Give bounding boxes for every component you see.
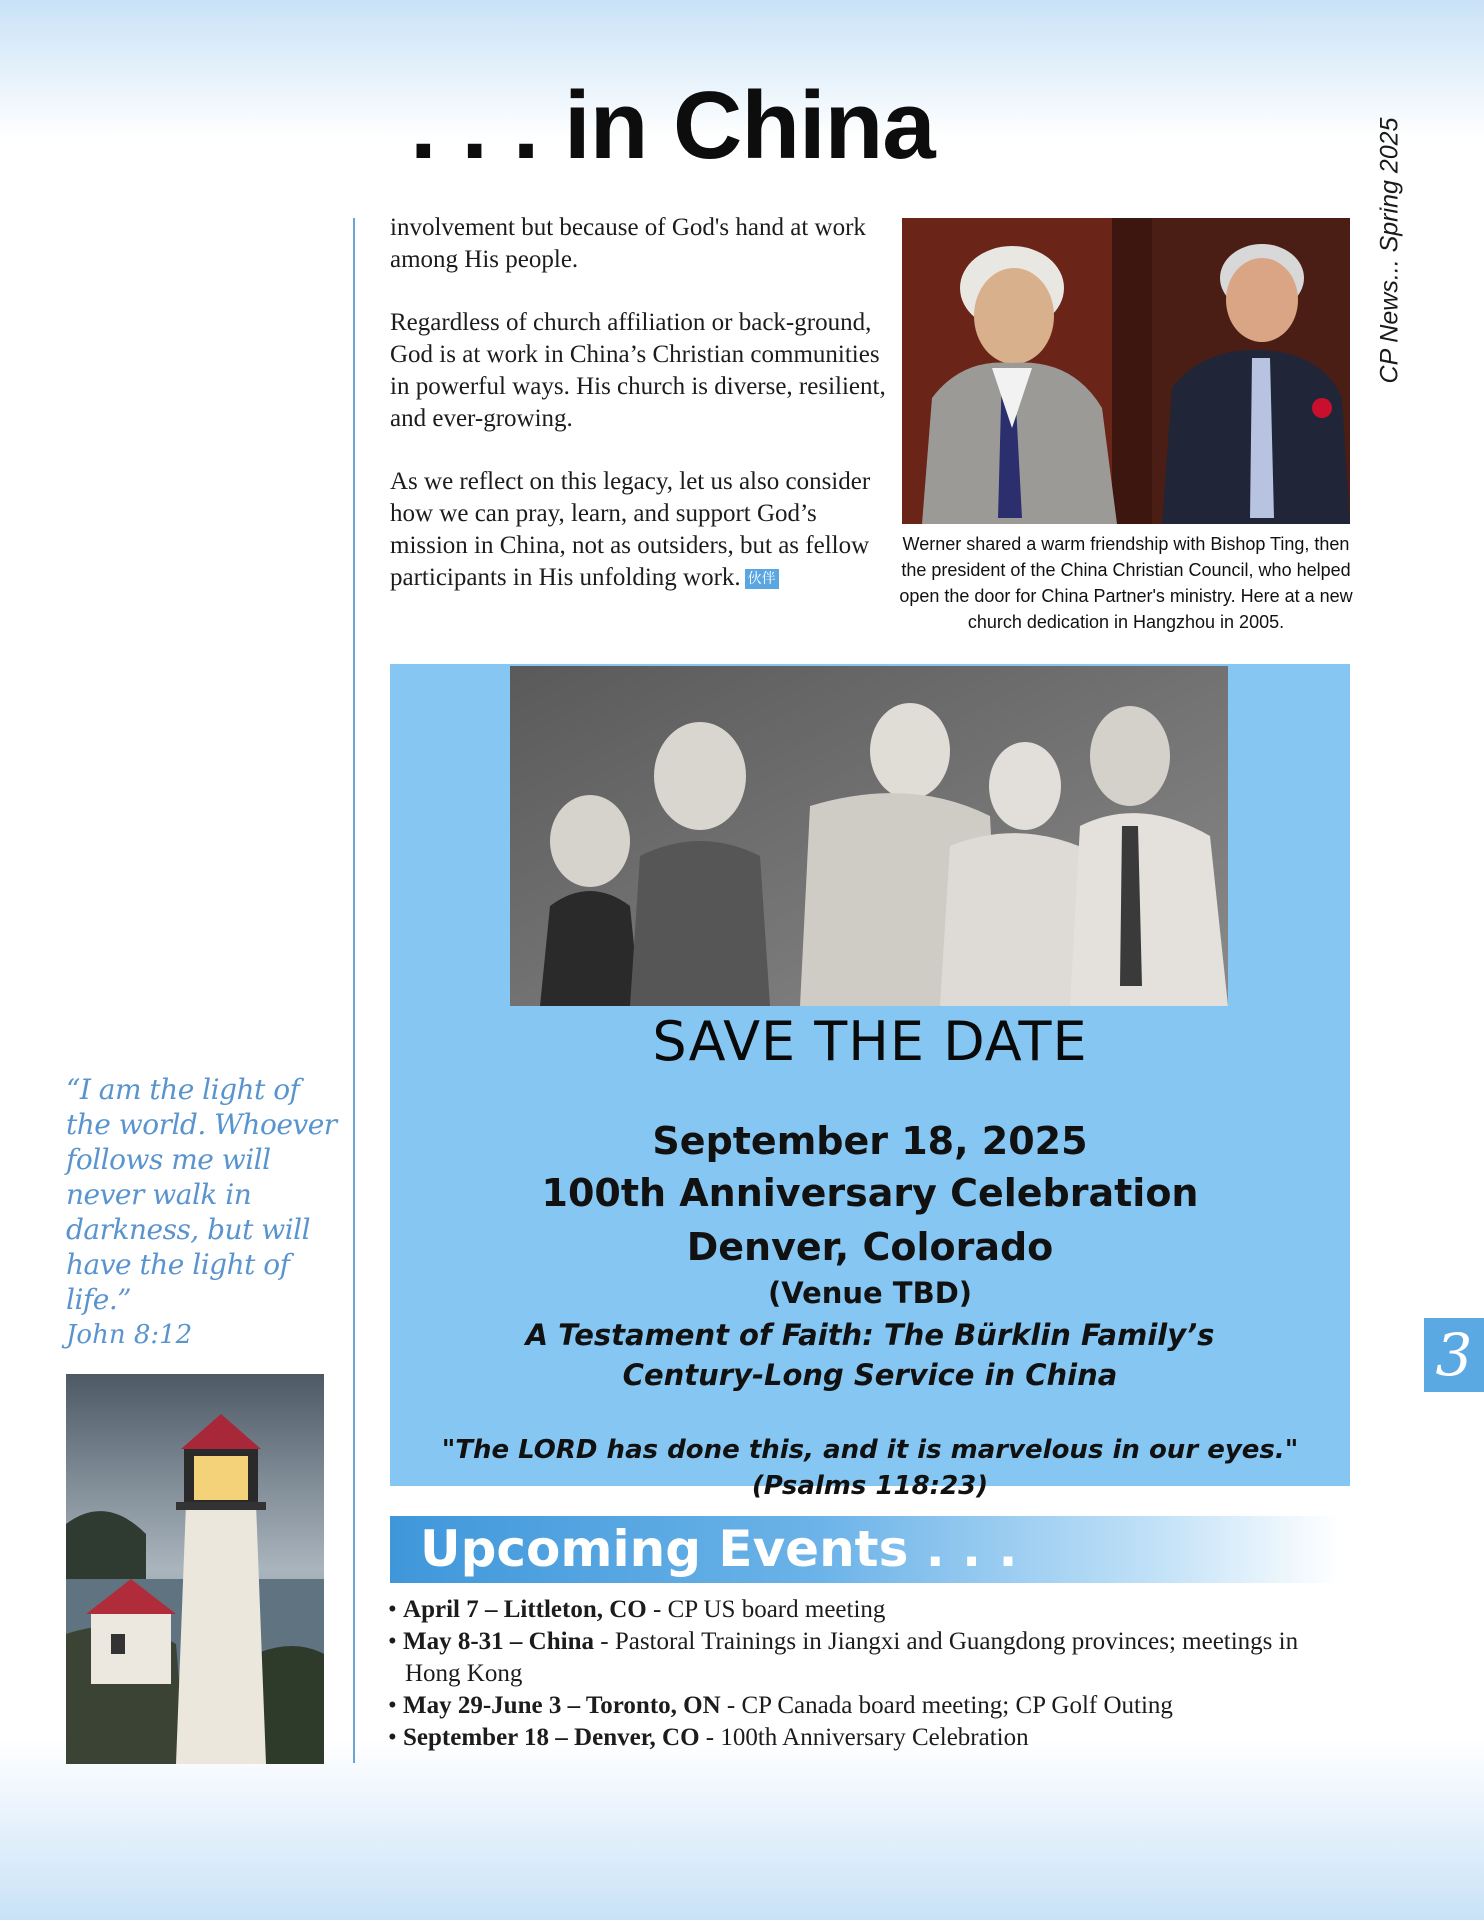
upcoming-events-heading: Upcoming Events . . .: [420, 1520, 1018, 1578]
list-item: • May 29-June 3 – Toronto, ON - CP Canada board meeting; CP Golf Outing: [388, 1692, 1173, 1719]
list-item: • May 8-31 – China - Pastoral Trainings in Jiangxi and Guangdong provinces; meetings in Hong Kong: [388, 1628, 1299, 1687]
event-when-where: May 29-June 3 – Toronto, ON: [403, 1692, 721, 1719]
scripture-verse: "The LORD has done this, and it is marvelous in our eyes." (Psalms 118:23): [441, 1435, 1299, 1501]
sidebar-quote: “I am the light of the world. Whoever follows me will never walk in darkness, but will have the light of life.”: [66, 1073, 337, 1316]
event-date: September 18, 2025: [652, 1119, 1088, 1163]
list-item: • April 7 – Littleton, CO - CP US board meeting: [388, 1596, 886, 1623]
chinese-partner-tag: 伙伴: [745, 569, 779, 589]
page-number: 3: [1424, 1318, 1484, 1392]
masthead-vertical: [1360, 100, 1420, 400]
sidebar-quote-reference: John 8:12: [66, 1320, 193, 1350]
lighthouse-illustration: [66, 1374, 324, 1764]
article-paragraph: Regardless of church affiliation or back-ground, God is at work in China’s Christian communities in powerful ways. His church is diverse, resilient, and ever-growing.: [390, 309, 886, 432]
event-subtitle-line1: A Testament of Faith: The Bürklin Family’s: [525, 1318, 1215, 1352]
event-name: 100th Anniversary Celebration: [541, 1171, 1199, 1215]
upcoming-events-list: [388, 1594, 1348, 1754]
article-body: [390, 212, 890, 625]
upcoming-events-banner: [390, 1516, 1340, 1583]
event-when-where: May 8-31 – China: [403, 1628, 594, 1655]
column-divider: [353, 218, 355, 1763]
photo-caption: Werner shared a warm friendship with Bishop Ting, then the president of the China Christian Council, who helped open the door for China Partner's ministry. Here at a new church dedication in Hangzhou in 2005.: [899, 534, 1353, 632]
family-photo-illustration: [510, 666, 1228, 1006]
article-paragraph-text: As we reflect on this legacy, let us also consider how we can pray, learn, and support God’s mission in China, not as outsiders, but as fellow participants in His unfolding work.: [390, 468, 871, 591]
event-when-where: September 18 – Denver, CO: [403, 1724, 700, 1751]
photo-illustration: [902, 218, 1350, 524]
save-the-date-heading: SAVE THE DATE: [652, 1010, 1088, 1073]
masthead-text: CP News... Spring 2025: [1375, 117, 1404, 383]
event-location: Denver, Colorado: [686, 1225, 1054, 1269]
article-paragraph: involvement but because of God's hand at work among His people.: [390, 214, 866, 273]
page-title: . . . in China: [410, 72, 935, 179]
event-when-where: April 7 – Littleton, CO: [403, 1596, 647, 1623]
article-paragraph: [390, 466, 890, 594]
list-item: • September 18 – Denver, CO - 100th Anniversary Celebration: [388, 1724, 1029, 1751]
save-the-date-box: [390, 664, 1350, 1501]
event-details: - Pastoral Trainings in Jiangxi and Guangdong provinces; meetings in Hong Kong: [405, 1628, 1299, 1687]
family-photo: [510, 666, 1228, 1006]
event-details: - 100th Anniversary Celebration: [699, 1724, 1029, 1751]
event-details: - CP Canada board meeting; CP Golf Outing: [720, 1692, 1173, 1719]
photo-bishop-ting-and-werner: [902, 218, 1350, 524]
event-venue: (Venue TBD): [767, 1276, 973, 1310]
lighthouse-photo: [66, 1374, 324, 1764]
event-details: - CP US board meeting: [646, 1596, 886, 1623]
event-subtitle-line2: Century-Long Service in China: [622, 1358, 1118, 1392]
